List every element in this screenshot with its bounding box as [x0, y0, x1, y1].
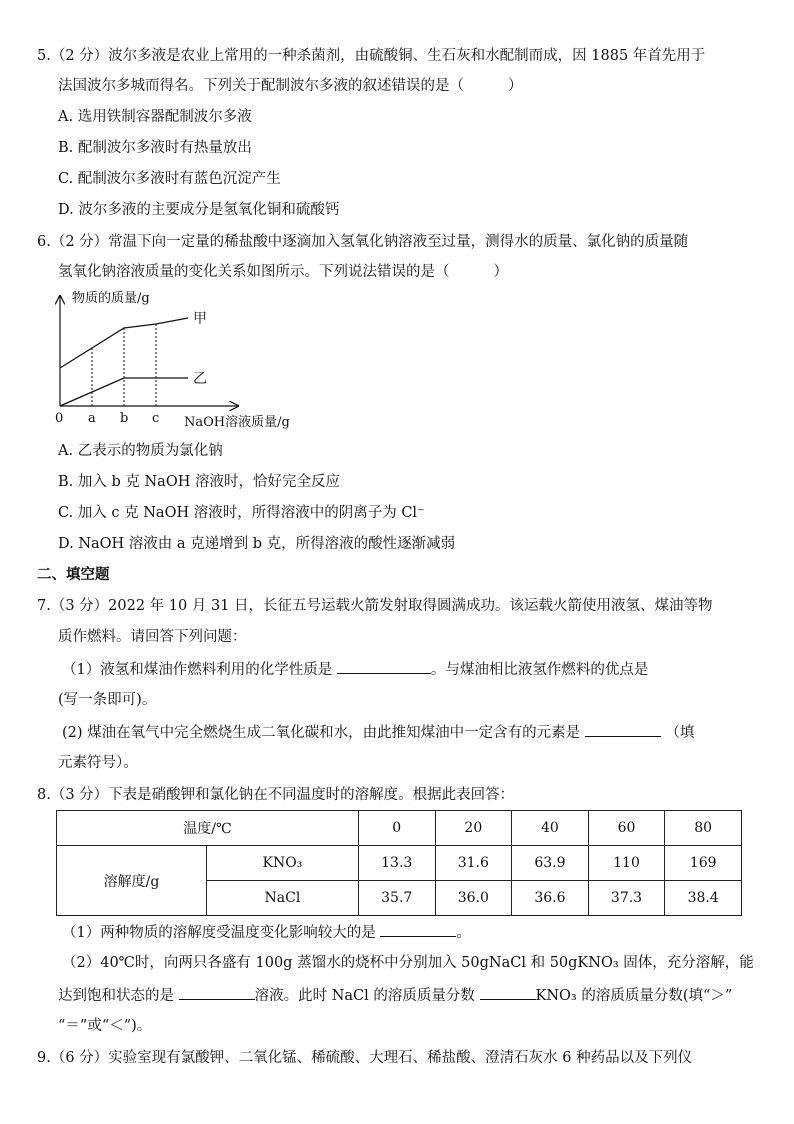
- q8-part2-line3: “＝”或“＜”)。: [58, 1018, 152, 1034]
- q5-paren-close: ）: [508, 78, 523, 94]
- table-cell-solubility-label: 溶解度/g: [57, 846, 207, 916]
- q6-option-b[interactable]: B. 加入 b 克 NaOH 溶液时，恰好完全反应: [58, 474, 340, 490]
- q7-stem-line2: 质作燃料。请回答下列问题：: [58, 629, 247, 645]
- q5-option-c[interactable]: C. 配制波尔多液时有蓝色沉淀产生: [58, 171, 281, 187]
- table-cell: 36.0: [435, 881, 512, 916]
- chart-origin-label: 0: [55, 411, 64, 426]
- q6-paren-close: ）: [493, 264, 508, 280]
- q7-part2-line2: 元素符号）。: [58, 755, 138, 771]
- q6-stem-text: 氢氧化钠溶液质量的变化关系如图所示。下列说法错误的是（: [58, 264, 450, 280]
- q5-stem-line1: 5.（2 分）波尔多液是农业上常用的一种杀菌剂，由硫酸铜、生石灰和水配制而成，因 1885 年首先用于: [37, 48, 706, 64]
- q7-stem-line1: 7.（3 分）2022 年 10 月 31 日，长征五号运载火箭发射取得圆满成功。该运载火箭使用液氢、煤油等物: [37, 598, 713, 614]
- table-cell-temp-header: 温度/℃: [57, 811, 359, 846]
- q5-option-b[interactable]: B. 配制波尔多液时有热量放出: [58, 140, 252, 156]
- q6-stem-line1: 6.（2 分）常温下向一定量的稀盐酸中逐滴加入氢氧化钠溶液至过量，测得水的质量、氯化钠的质量随: [37, 234, 689, 250]
- table-cell: 31.6: [435, 846, 512, 881]
- chart-series-label-jia: 甲: [193, 311, 207, 327]
- chart-x-tick-b: b: [120, 411, 129, 426]
- q8-part2-blank2[interactable]: [480, 985, 536, 1000]
- chart-x-tick-a: a: [88, 411, 96, 426]
- table-cell: 35.7: [358, 881, 435, 916]
- table-cell: 38.4: [665, 881, 742, 916]
- q7-part1-text-a: （1）液氢和煤油作燃料利用的化学性质是: [62, 662, 333, 678]
- q6-option-d[interactable]: D. NaOH 溶液由 a 克递增到 b 克，所得溶液的酸性逐渐减弱: [58, 536, 456, 552]
- chart-series-label-yi: 乙: [193, 371, 207, 387]
- q9-stem-line1: 9.（6 分）实验室现有氯酸钾、二氧化锰、稀硫酸、大理石、稀盐酸、澄清石灰水 6 种药品以及下列仪: [37, 1050, 693, 1066]
- q7-part2-text-a: (2) 煤油在氧气中完全燃烧生成二氧化碳和水，由此推知煤油中一定含有的元素是: [62, 725, 581, 741]
- q7-part2-blank[interactable]: [585, 722, 661, 737]
- q5-option-a[interactable]: A. 选用铁制容器配制波尔多液: [58, 109, 252, 125]
- section-fill-in-title: 二、填空题: [37, 567, 110, 583]
- q8-stem-line1: 8.（3 分）下表是硝酸钾和氯化钠在不同温度时的溶解度。根据此表回答：: [37, 787, 515, 803]
- table-cell-kno3-label: KNO₃: [206, 846, 358, 881]
- chart-ylabel: 物质的质量/g: [72, 291, 150, 306]
- q7-part2-line1: [62, 722, 694, 743]
- table-cell: 13.3: [358, 846, 435, 881]
- q6-option-a[interactable]: A. 乙表示的物质为氯化钠: [58, 443, 223, 459]
- q8-part1-blank[interactable]: [380, 922, 456, 937]
- table-cell: 60: [588, 811, 665, 846]
- table-cell: 63.9: [512, 846, 589, 881]
- q8-part2-blank1[interactable]: [179, 985, 255, 1000]
- q7-part1-text-c: (写一条即可)。: [58, 692, 157, 708]
- q7-part1-line2: [58, 690, 156, 710]
- table-cell: 36.6: [512, 881, 589, 916]
- q8-part1: [62, 922, 471, 943]
- table-row: [57, 811, 742, 846]
- q7-part1-text-b: 。与煤油相比液氢作燃料的优点是: [430, 662, 649, 678]
- q8-part1-text-a: （1）两种物质的溶解度受温度变化影响较大的是: [62, 925, 376, 941]
- q6-line-chart: [50, 288, 310, 434]
- table-cell: 0: [358, 811, 435, 846]
- q8-part1-text-b: 。: [456, 925, 471, 941]
- table-row: [57, 846, 742, 881]
- q8-part2-text-d: KNO₃ 的溶质质量分数(填“＞”: [535, 988, 733, 1004]
- table-cell: 110: [588, 846, 665, 881]
- q8-part2-line2: [58, 985, 732, 1006]
- q7-part2-text-b: （填: [665, 725, 695, 741]
- table-cell: 40: [512, 811, 589, 846]
- q8-part2-text-c: 溶液。此时 NaCl 的溶质质量分数: [254, 988, 475, 1004]
- q7-part1-blank1[interactable]: [337, 659, 431, 674]
- table-cell: 37.3: [588, 881, 665, 916]
- q5-option-d[interactable]: D. 波尔多液的主要成分是氢氧化铜和硫酸钙: [58, 202, 340, 218]
- chart-xlabel: NaOH溶液质量/g: [184, 415, 290, 430]
- q8-part2-line1: （2）40℃时，向两只各盛有 100g 蒸馏水的烧杯中分别加入 50gNaCl 和 50gKNO₃ 固体，充分溶解，能: [62, 955, 754, 971]
- q5-stem-line2: [58, 76, 523, 96]
- table-cell: 20: [435, 811, 512, 846]
- table-cell: 80: [665, 811, 742, 846]
- chart-x-tick-c: c: [152, 411, 160, 426]
- table-cell-nacl-label: NaCl: [206, 881, 358, 916]
- q7-part1-line1: [62, 659, 648, 680]
- q5-stem-text: 法国波尔多城而得名。下列关于配制波尔多液的叙述错误的是（: [58, 78, 464, 94]
- q6-stem-line2: [58, 262, 508, 282]
- q8-part2-text-b: 达到饱和状态的是: [58, 988, 174, 1004]
- solubility-table: [56, 810, 742, 916]
- table-cell: 169: [665, 846, 742, 881]
- q6-option-c[interactable]: C. 加入 c 克 NaOH 溶液时，所得溶液中的阴离子为 Cl⁻: [58, 505, 425, 521]
